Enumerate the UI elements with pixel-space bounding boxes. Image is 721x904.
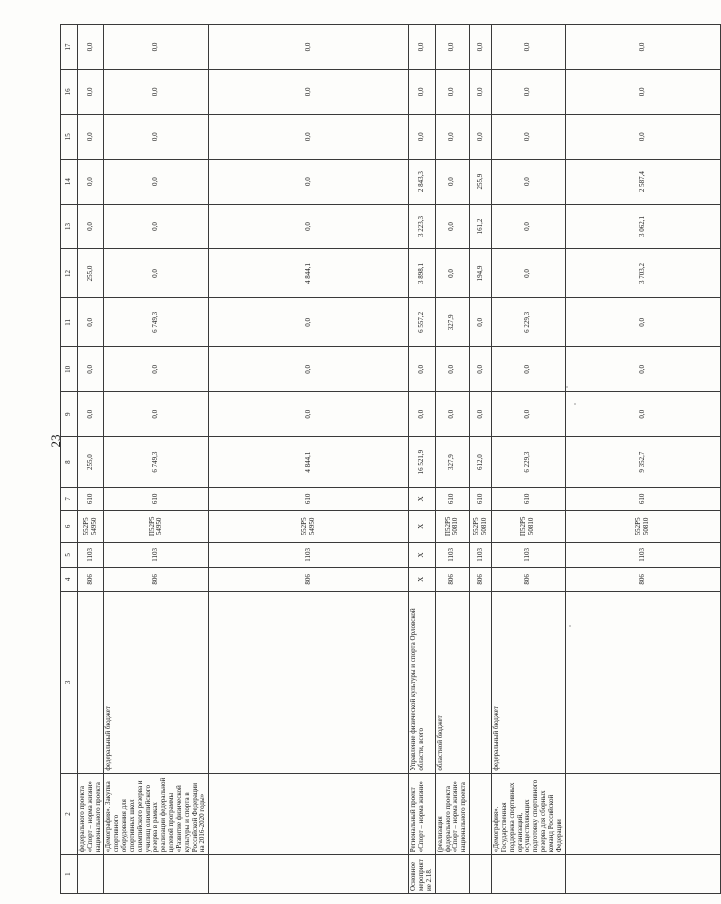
table-cell-col-6: 552P5 50810 <box>565 510 720 543</box>
table-cell-col-7: 610 <box>209 488 409 510</box>
table-cell-col-3 <box>209 592 409 774</box>
table-cell-col-14: 0,0 <box>209 159 409 204</box>
table-cell-col-5: 1103 <box>209 543 409 567</box>
table-cell-col-10: 0,0 <box>435 347 469 392</box>
table-cell-col-13: 0,0 <box>492 204 565 249</box>
table-cell-col-8: 9 352,7 <box>565 437 720 488</box>
budget-table-rotated <box>60 24 650 894</box>
table-cell-col-17: 0,0 <box>470 25 492 70</box>
column-header-13: 13 <box>61 204 78 249</box>
column-header-12: 12 <box>61 249 78 298</box>
table-cell-col-2: федерального проекта «Спорт – норма жизни» национального проекта <box>78 773 104 855</box>
table-cell-col-10: 0,0 <box>104 347 209 392</box>
table-cell-col-7: 610 <box>104 488 209 510</box>
table-cell-col-17: 0,0 <box>435 25 469 70</box>
table-cell-col-11: 0,0 <box>78 298 104 347</box>
column-header-16: 16 <box>61 69 78 114</box>
table-cell-col-3 <box>470 592 492 774</box>
table-cell-col-16: 0,0 <box>104 69 209 114</box>
table-cell-col-14: 2 843,3 <box>409 159 435 204</box>
table-cell-col-17: 0,0 <box>209 25 409 70</box>
table-cell-col-3: федеральный бюджет <box>492 592 565 774</box>
table-cell-col-16: 0,0 <box>78 69 104 114</box>
table-cell-col-16: 0,0 <box>470 69 492 114</box>
table-cell-col-2: Региональный проект «Спорт – норма жизни» <box>409 773 435 855</box>
table-cell-col-8: 255,0 <box>78 437 104 488</box>
table-cell-col-7: Х <box>409 488 435 510</box>
table-cell-col-4: 806 <box>492 567 565 591</box>
table-cell-col-11: 6 557,2 <box>409 298 435 347</box>
table-cell-col-16: 0,0 <box>409 69 435 114</box>
table-cell-col-16: 0,0 <box>435 69 469 114</box>
table-cell-col-2 <box>470 773 492 855</box>
table-cell-col-14: 2 587,4 <box>565 159 720 204</box>
table-cell-col-13: 3 223,3 <box>409 204 435 249</box>
column-header-17: 17 <box>61 25 78 70</box>
table-cell-col-11: 6 229,3 <box>492 298 565 347</box>
table-cell-col-12: 0,0 <box>435 249 469 298</box>
table-cell-col-7: 610 <box>565 488 720 510</box>
table-body <box>78 25 721 894</box>
table-cell-col-4: 806 <box>104 567 209 591</box>
column-header-11: 11 <box>61 298 78 347</box>
table-cell-col-6: П52Р5 50810 <box>492 510 565 543</box>
table-cell-col-5: 1103 <box>492 543 565 567</box>
column-header-2: 2 <box>61 773 78 855</box>
table-cell-col-11: 327,9 <box>435 298 469 347</box>
table-cell-col-1 <box>470 855 492 894</box>
table-cell-col-5: Х <box>409 543 435 567</box>
column-header-7: 7 <box>61 488 78 510</box>
table-cell-col-1 <box>565 855 720 894</box>
table-row <box>492 25 565 894</box>
table-cell-col-1 <box>78 855 104 894</box>
table-cell-col-2: «Демография». Государственная поддержка спортивных организаций, осуществляющих подготовку спортивного резерва для сборных команд Российской Федерации <box>492 773 565 855</box>
table-cell-col-13: 0,0 <box>209 204 409 249</box>
table-cell-col-4: 806 <box>565 567 720 591</box>
table-cell-col-7: 610 <box>78 488 104 510</box>
table-cell-col-9: 0,0 <box>492 392 565 437</box>
table-cell-col-6: П52Р5 50810 <box>435 510 469 543</box>
table-cell-col-17: 0,0 <box>78 25 104 70</box>
table-cell-col-10: 0,0 <box>565 347 720 392</box>
table-cell-col-17: 0,0 <box>565 25 720 70</box>
table-cell-col-1: Основное мероприятие 2.18. <box>409 855 435 894</box>
table-cell-col-2: «Демография». Закупка спортивного оборудования для спортивных школ олимпийского резерва и училищ олимпийского резерва в рамках реализации федеральной целевой программы «Развитие физической культуры и спорта в Российской Федерации на 2016-2020 годы» <box>104 773 209 855</box>
table-cell-col-6: 552P5 54950 <box>78 510 104 543</box>
table-row <box>565 25 720 894</box>
table-cell-col-12: 4 844,1 <box>209 249 409 298</box>
table-cell-col-2: (реализация федерального проекта «Спорт – норма жизни» национального проекта <box>435 773 469 855</box>
table-row <box>104 25 209 894</box>
table-cell-col-5: 1103 <box>104 543 209 567</box>
table-cell-col-10: 0,0 <box>470 347 492 392</box>
table-cell-col-15: 0,0 <box>104 114 209 159</box>
table-cell-col-10: 0,0 <box>78 347 104 392</box>
table-cell-col-15: 0,0 <box>470 114 492 159</box>
column-header-4: 4 <box>61 567 78 591</box>
table-cell-col-17: 0,0 <box>104 25 209 70</box>
table-cell-col-12: 194,9 <box>470 249 492 298</box>
table-cell-col-16: 0,0 <box>565 69 720 114</box>
table-cell-col-1 <box>492 855 565 894</box>
table-cell-col-6: 552P5 50810 <box>470 510 492 543</box>
table-cell-col-12: 0,0 <box>104 249 209 298</box>
table-cell-col-16: 0,0 <box>209 69 409 114</box>
table-cell-col-15: 0,0 <box>78 114 104 159</box>
table-cell-col-13: 3 062,1 <box>565 204 720 249</box>
table-cell-col-6: П52Р5 54950 <box>104 510 209 543</box>
column-header-9: 9 <box>61 392 78 437</box>
scan-artifact <box>574 403 576 405</box>
table-cell-col-13: 0,0 <box>104 204 209 249</box>
table-cell-col-3: областной бюджет <box>435 592 469 774</box>
column-header-6: 6 <box>61 510 78 543</box>
column-header-8: 8 <box>61 437 78 488</box>
table-cell-col-11: 0,0 <box>209 298 409 347</box>
table-cell-col-15: 0,0 <box>492 114 565 159</box>
table-row <box>470 25 492 894</box>
table-cell-col-14: 0,0 <box>435 159 469 204</box>
table-cell-col-5: 1103 <box>470 543 492 567</box>
table-cell-col-4: 806 <box>209 567 409 591</box>
page-number: 23 <box>48 434 63 448</box>
table-cell-col-8: 6 749,3 <box>104 437 209 488</box>
table-cell-col-12: 3 898,1 <box>409 249 435 298</box>
table-cell-col-5: 1103 <box>435 543 469 567</box>
table-cell-col-14: 0,0 <box>78 159 104 204</box>
table-cell-col-3: федеральный бюджет <box>104 592 209 774</box>
table-cell-col-16: 0,0 <box>492 69 565 114</box>
table-cell-col-2 <box>209 773 409 855</box>
table-cell-col-9: 0,0 <box>209 392 409 437</box>
header-row <box>61 25 78 894</box>
table-cell-col-13: 0,0 <box>435 204 469 249</box>
table-cell-col-15: 0,0 <box>565 114 720 159</box>
table-cell-col-11: 6 749,3 <box>104 298 209 347</box>
table-cell-col-9: 0,0 <box>409 392 435 437</box>
table-cell-col-14: 0,0 <box>104 159 209 204</box>
table-row <box>209 25 409 894</box>
table-cell-col-11: 0,0 <box>565 298 720 347</box>
column-header-10: 10 <box>61 347 78 392</box>
table-cell-col-9: 0,0 <box>78 392 104 437</box>
table-cell-col-12: 0,0 <box>492 249 565 298</box>
scan-artifact <box>566 386 568 388</box>
table-cell-col-6: 552P5 54950 <box>209 510 409 543</box>
table-cell-col-12: 255,0 <box>78 249 104 298</box>
table-cell-col-7: 610 <box>435 488 469 510</box>
table-cell-col-13: 161,2 <box>470 204 492 249</box>
column-header-1: 1 <box>61 855 78 894</box>
table-cell-col-10: 0,0 <box>492 347 565 392</box>
table-cell-col-7: 610 <box>470 488 492 510</box>
table-cell-col-12: 3 703,2 <box>565 249 720 298</box>
table-cell-col-17: 0,0 <box>409 25 435 70</box>
table-cell-col-8: 327,9 <box>435 437 469 488</box>
table-cell-col-4: 806 <box>78 567 104 591</box>
table-cell-col-14: 255,9 <box>470 159 492 204</box>
table-cell-col-10: 0,0 <box>409 347 435 392</box>
column-header-14: 14 <box>61 159 78 204</box>
budget-table <box>60 24 721 894</box>
table-cell-col-8: 4 844,1 <box>209 437 409 488</box>
table-cell-col-14: 0,0 <box>492 159 565 204</box>
table-row <box>409 25 435 894</box>
table-cell-col-3: Управление физической культуры и спорта Орловской области, всего <box>409 592 435 774</box>
table-cell-col-17: 0,0 <box>492 25 565 70</box>
column-header-3: 3 <box>61 592 78 774</box>
table-cell-col-4: Х <box>409 567 435 591</box>
table-cell-col-8: 6 229,3 <box>492 437 565 488</box>
table-cell-col-15: 0,0 <box>435 114 469 159</box>
table-cell-col-4: 806 <box>470 567 492 591</box>
table-cell-col-5: 1103 <box>78 543 104 567</box>
table-cell-col-15: 0,0 <box>409 114 435 159</box>
table-cell-col-8: 612,0 <box>470 437 492 488</box>
table-row <box>435 25 469 894</box>
table-cell-col-5: 1103 <box>565 543 720 567</box>
table-cell-col-8: 16 521,9 <box>409 437 435 488</box>
table-cell-col-7: 610 <box>492 488 565 510</box>
table-cell-col-3 <box>78 592 104 774</box>
column-header-15: 15 <box>61 114 78 159</box>
table-row <box>78 25 104 894</box>
table-cell-col-9: 0,0 <box>470 392 492 437</box>
table-cell-col-9: 0,0 <box>435 392 469 437</box>
table-cell-col-4: 806 <box>435 567 469 591</box>
table-cell-col-11: 0,0 <box>470 298 492 347</box>
table-cell-col-6: Х <box>409 510 435 543</box>
table-cell-col-13: 0,0 <box>78 204 104 249</box>
table-cell-col-1 <box>104 855 209 894</box>
table-cell-col-1 <box>209 855 409 894</box>
table-cell-col-9: 0,0 <box>104 392 209 437</box>
column-header-5: 5 <box>61 543 78 567</box>
table-cell-col-3 <box>565 592 720 774</box>
table-cell-col-9: 0,0 <box>565 392 720 437</box>
scan-artifact <box>569 625 571 627</box>
table-cell-col-10: 0,0 <box>209 347 409 392</box>
table-cell-col-2 <box>565 773 720 855</box>
table-cell-col-1 <box>435 855 469 894</box>
table-cell-col-15: 0,0 <box>209 114 409 159</box>
